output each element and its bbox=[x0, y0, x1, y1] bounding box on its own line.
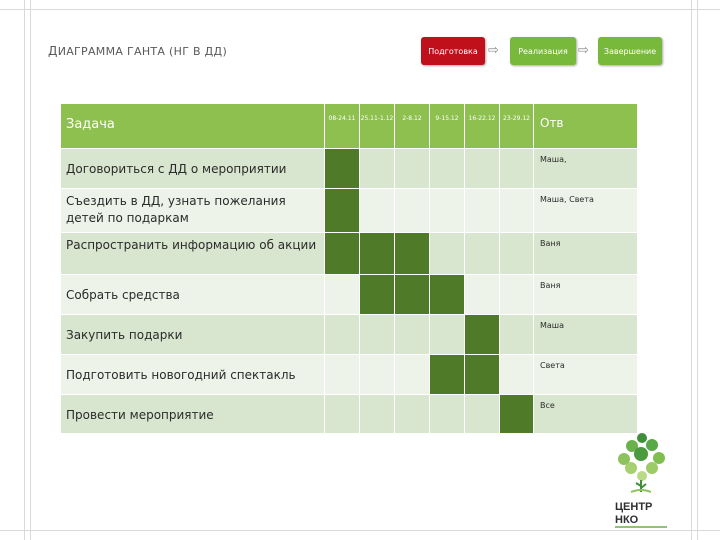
date-column-header: 08-24.11 bbox=[325, 104, 360, 149]
gantt-bar-cell bbox=[360, 233, 395, 275]
gantt-empty-cell bbox=[500, 275, 534, 315]
gantt-empty-cell bbox=[465, 149, 500, 189]
gantt-bar-cell bbox=[395, 275, 430, 315]
gantt-bar-cell bbox=[430, 275, 465, 315]
task-cell: Распространить информацию об акции bbox=[61, 233, 325, 275]
gantt-empty-cell bbox=[500, 355, 534, 395]
gantt-empty-cell bbox=[430, 149, 465, 189]
arrow-right-icon: ⇨ bbox=[488, 43, 499, 58]
table-row bbox=[61, 149, 638, 189]
gantt-empty-cell bbox=[465, 233, 500, 275]
responsible-cell: Ваня bbox=[534, 275, 638, 315]
task-cell: Подготовить новогодний спектакль bbox=[61, 355, 325, 395]
logo-text-line1: ЦЕНТР bbox=[615, 501, 653, 513]
gantt-empty-cell bbox=[395, 315, 430, 355]
table-row bbox=[61, 395, 638, 434]
responsible-cell: Маша, bbox=[534, 149, 638, 189]
gantt-bar-cell bbox=[430, 355, 465, 395]
gantt-empty-cell bbox=[360, 315, 395, 355]
gantt-empty-cell bbox=[395, 149, 430, 189]
date-column-header: 25.11-1.12 bbox=[360, 104, 395, 149]
gantt-empty-cell bbox=[395, 395, 430, 434]
task-column-header: Задача bbox=[61, 104, 325, 149]
gantt-bar-cell bbox=[465, 315, 500, 355]
date-column-header: 2-8.12 bbox=[395, 104, 430, 149]
gantt-empty-cell bbox=[325, 315, 360, 355]
gantt-empty-cell bbox=[465, 395, 500, 434]
gantt-empty-cell bbox=[360, 355, 395, 395]
gantt-bar-cell bbox=[325, 149, 360, 189]
table-row bbox=[61, 355, 638, 395]
responsible-cell: Света bbox=[534, 355, 638, 395]
responsible-column-header: Отв bbox=[534, 104, 638, 149]
gantt-bar-cell bbox=[395, 233, 430, 275]
table-row bbox=[61, 315, 638, 355]
gantt-empty-cell bbox=[500, 149, 534, 189]
tree-icon bbox=[618, 433, 665, 492]
gantt-empty-cell bbox=[430, 315, 465, 355]
responsible-cell: Маша, Света bbox=[534, 189, 638, 233]
date-column-header: 16-22.12 bbox=[465, 104, 500, 149]
gantt-empty-cell bbox=[430, 233, 465, 275]
responsible-cell: Ваня bbox=[534, 233, 638, 275]
task-cell: Договориться с ДД о мероприятии bbox=[61, 149, 325, 189]
gantt-bar-cell bbox=[500, 395, 534, 434]
responsible-cell: Маша bbox=[534, 315, 638, 355]
phase-badge-implementation[interactable]: Реализация bbox=[510, 37, 576, 65]
date-column-header: 9-15.12 bbox=[430, 104, 465, 149]
table-header-row bbox=[61, 104, 638, 149]
centr-nko-logo bbox=[612, 426, 670, 532]
gantt-empty-cell bbox=[360, 189, 395, 233]
task-cell: Провести мероприятие bbox=[61, 395, 325, 434]
phase-badge-preparation[interactable]: Подготовка bbox=[421, 37, 485, 65]
task-cell: Закупить подарки bbox=[61, 315, 325, 355]
task-cell: Съездить в ДД, узнать пожелания детей по подаркам bbox=[61, 189, 325, 233]
gantt-empty-cell bbox=[500, 189, 534, 233]
gantt-table bbox=[60, 103, 638, 434]
gantt-empty-cell bbox=[360, 395, 395, 434]
gantt-empty-cell bbox=[395, 189, 430, 233]
page-title: ДИАГРАММА ГАНТА (НГ В ДД) bbox=[48, 44, 228, 58]
gantt-empty-cell bbox=[325, 275, 360, 315]
gantt-empty-cell bbox=[395, 355, 430, 395]
frame-line-left bbox=[24, 0, 25, 540]
gantt-bar-cell bbox=[325, 189, 360, 233]
table-row bbox=[61, 189, 638, 233]
gantt-empty-cell bbox=[500, 233, 534, 275]
gantt-empty-cell bbox=[325, 355, 360, 395]
gantt-empty-cell bbox=[465, 275, 500, 315]
task-cell: Собрать средства bbox=[61, 275, 325, 315]
date-column-header: 23-29.12 bbox=[500, 104, 534, 149]
gantt-empty-cell bbox=[465, 189, 500, 233]
phase-badge-completion[interactable]: Завершение bbox=[598, 37, 662, 65]
gantt-empty-cell bbox=[430, 189, 465, 233]
responsible-cell: Все bbox=[534, 395, 638, 434]
gantt-bar-cell bbox=[360, 275, 395, 315]
gantt-empty-cell bbox=[360, 149, 395, 189]
frame-line-top bbox=[0, 9, 720, 10]
frame-line-left-inner bbox=[30, 0, 31, 540]
frame-line-right bbox=[691, 0, 692, 540]
table-row bbox=[61, 233, 638, 275]
frame-line-right-inner bbox=[697, 0, 698, 540]
gantt-empty-cell bbox=[500, 315, 534, 355]
gantt-empty-cell bbox=[325, 395, 360, 434]
gantt-empty-cell bbox=[430, 395, 465, 434]
table-row bbox=[61, 275, 638, 315]
gantt-bar-cell bbox=[465, 355, 500, 395]
gantt-bar-cell bbox=[325, 233, 360, 275]
arrow-right-icon: ⇨ bbox=[578, 43, 589, 58]
logo-text-line2: НКО bbox=[615, 514, 639, 526]
